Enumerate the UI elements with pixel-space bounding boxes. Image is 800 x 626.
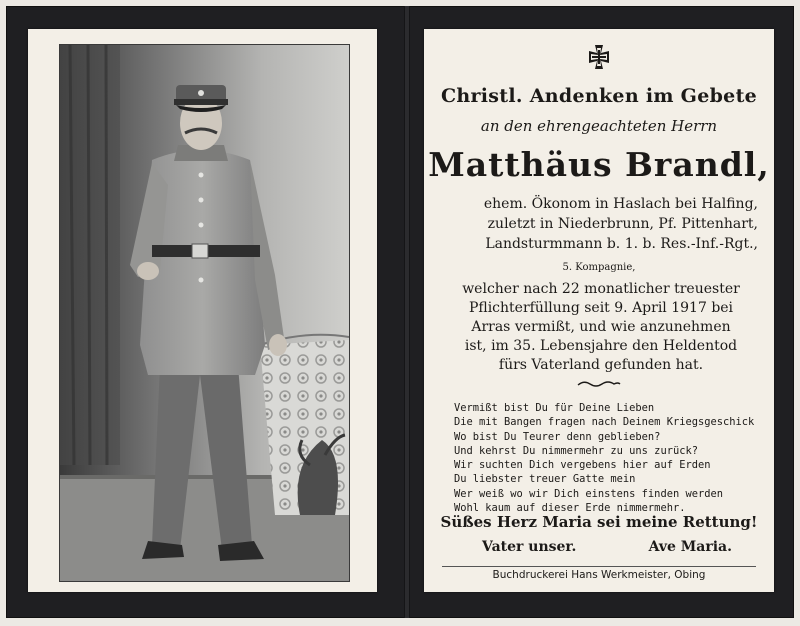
prayer-line: Süßes Herz Maria sei meine Rettung! [440,513,758,531]
closing-prayers [482,539,732,555]
soldier-portrait-illustration [60,45,349,581]
deceased-name: Matthäus Brandl, [428,145,770,184]
notice-line: Pflichterfüllung seit 9. April 1917 bei [468,300,734,316]
iron-cross-icon [586,44,612,70]
photo-card [28,29,377,592]
notice-line: ist, im 35. Lebensjahre den Heldentod [464,338,738,354]
center-fold [404,6,410,618]
company-line: 5. Kompagnie, [562,262,636,273]
ornament-swash-icon [576,379,622,389]
poem-line: Wohl kaum auf dieser Erde nimmermehr. [454,502,686,515]
notice-line: Arras vermißt, und wie anzunehmen [471,319,731,335]
poem-line: Du liebster treuer Gatte mein [454,473,636,486]
notice-line: welcher nach 22 monatlicher treuester [462,281,740,297]
soldier-portrait-photo [59,44,350,582]
poem-line: Vermißt bist Du für Deine Lieben [454,402,655,414]
prayer-vater-unser: Vater unser. [482,539,577,555]
deceased-details [442,194,758,254]
detail-line: zuletzt in Niederbrunn, Pf. Pittenhart, [487,216,758,232]
poem-line: Wo bist Du Teurer denn geblieben? [454,430,661,443]
notice-line: fürs Vaterland gefunden hat. [498,357,704,373]
poem-line: Und kehrst Du nimmermehr zu uns zurück? [454,444,698,457]
poem-line: Wer weiß wo wir Dich einstens finden werden [454,487,723,500]
text-card [424,29,774,592]
prayer-ave-maria: Ave Maria. [648,539,732,555]
poem-line: Die mit Bangen fragen nach Deinem Kriegsgeschick [454,416,755,429]
printer-credit: Buchdruckerei Hans Werkmeister, Obing [492,569,706,581]
memorial-poem [454,401,754,515]
death-notice-text [442,280,760,375]
divider-rule [442,566,756,567]
card-subtitle: an den ehrengeachteten Herrn [480,117,718,135]
detail-line: Landsturmmann b. 1. b. Res.-Inf.-Rgt., [485,236,758,252]
poem-line: Wir suchten Dich vergebens hier auf Erden [454,459,711,472]
card-title: Christl. Andenken im Gebete [440,85,758,107]
detail-line: ehem. Ökonom in Haslach bei Halfing, [483,196,758,212]
